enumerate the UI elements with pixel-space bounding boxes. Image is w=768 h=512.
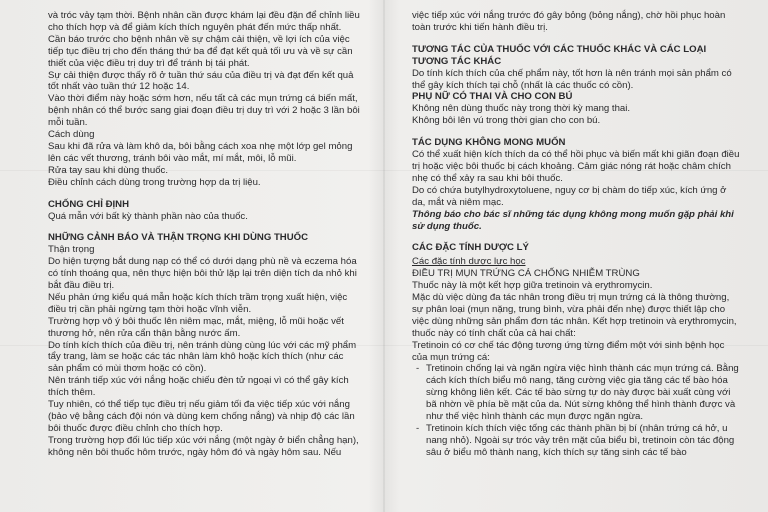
left-column (48, 10, 360, 459)
paragraph: Điều chỉnh cách dùng trong trường hợp da trị liệu. (48, 176, 261, 188)
paragraph: Do có chứa butylhydroxytoluene, nguy cơ bị chàm do tiếp xúc, kích ứng ở da, mắt và niêm mạc. (412, 184, 727, 208)
paragraph: Tuy nhiên, có thể tiếp tục điều trị nếu giảm tối đa việc tiếp xúc với nắng (bảo vệ bằng cách đội nón và dùng kem chống nắng) và nhịp độ các lần bôi thuốc được điều chỉnh cho thích hợp. (48, 399, 355, 434)
pharmacology-heading: CÁC ĐẶC TÍNH DƯỢC LÝ (412, 242, 529, 254)
paragraph: Do hiện tượng bắt dung nạp có thể có dưới dạng phù nề và eczema hóa có tính thoáng qua, nên thực hiện bôi thử lặp lại trên diện tích da nhỏ khi bắt đầu điều trị. (48, 256, 357, 292)
pharmacodynamics-subheading: Các đặc tính dược lực học (412, 256, 526, 268)
paragraph: Nên tránh tiếp xúc với nắng hoặc chiếu đèn tử ngoại vì có thể gây kích thích thêm. (48, 375, 349, 399)
mechanism-list (412, 363, 742, 458)
paragraph: Rửa tay sau khi dùng thuốc. (48, 164, 169, 176)
paragraph: Quá mẫn với bất kỳ thành phần nào của thuốc. (48, 210, 248, 222)
paragraph: Do tính kích thích của chế phẩm này, tốt hơn là nên tránh mọi sản phẩm có thể gây kích thích tại chỗ (nhất là các thuốc có cồn). (412, 67, 732, 91)
list-item: - Tretinoin kích thích việc tống các thành phần bị bí (nhân trứng cá hở, u nang nhỏ). Ngoài sự tróc vảy trên mặt của biểu bì, tretinoin còn tác động sâu ở biểu mô thành nang, kích thích sự tăng sinh các tế bào (426, 423, 742, 459)
list-item: - Tretinoin chống lại và ngăn ngừa việc hình thành các mụn trứng cá. Bằng cách kích thích biểu mô nang, tăng cường việc gia tăng các tế bào hóa sừng không liên kết. Các tế bào sừng tự do này được bài xuất cùng với bã nhờn về phía bề mặt của da. Nút sừng không thể hình thành được và như thế việc hình thành các mụn được ngăn ngừa. (426, 363, 742, 423)
acne-treatment-subheading: ĐIỀU TRỊ MỤN TRỨNG CÁ CHỐNG NHIỄM TRÙNG (412, 268, 640, 280)
pregnancy-heading: PHỤ NỮ CÓ THAI VÀ CHO CON BÚ (412, 91, 573, 103)
warnings-heading: NHỮNG CẢNH BÁO VÀ THẬN TRỌNG KHI DÙNG THUỐC (48, 232, 309, 244)
paragraph: việc tiếp xúc với nắng trước đó gây bỏng (bỏng nắng), chờ hồi phục hoàn toàn trước khi tiến hành điều trị. (412, 10, 726, 33)
precautions-subheading: Thận trọng (48, 244, 95, 256)
paragraph: Nếu phản ứng kiểu quá mẫn hoặc kích thích trầm trọng xuất hiện, việc điều trị cần phải ngừng tạm thời hoặc vĩnh viễn. (48, 291, 348, 315)
side-effects-note: Thông báo cho bác sĩ những tác dụng không mong muốn gặp phải khi sử dụng thuốc. (412, 208, 734, 232)
paragraph: Vào thời điểm này hoặc sớm hơn, nếu tất cả các mụn trứng cá biến mất, bệnh nhân có thể bước sang giai đoạn điều trị duy trì với 2 hoặc 3 lần bôi mỗi tuần. (48, 93, 360, 129)
paragraph: Do tính kích thích của điều trị, nên tránh dùng cùng lúc với các mỹ phẩm tẩy trang, làm se hoặc các tác nhân làm khô hoặc kích thích (như các sản phẩm có mùi thơm hoặc có cồn). (48, 339, 357, 375)
paragraph: Thuốc này là một kết hợp giữa tretinoin và erythromycin. (412, 280, 653, 292)
paragraph: Sự cải thiện được thấy rõ ở tuần thứ sáu của điều trị và đạt đến kết quả tốt nhất vào tuần thứ 12 hoặc 14. (48, 69, 354, 93)
paragraph: Không bôi lên vú trong thời gian cho con bú. (412, 115, 601, 127)
interactions-heading: TƯƠNG TÁC CỦA THUỐC VỚI CÁC THUỐC KHÁC VÀ CÁC LOẠI TƯƠNG TÁC KHÁC (412, 43, 707, 67)
paragraph: Trong trường hợp đối lúc tiếp xúc với nắng (một ngày ở biển chẳng hạn), không nên bôi thuốc hôm trước, ngày hôm đó và ngày hôm sau. Nếu (48, 434, 359, 458)
paragraph: Sau khi đã rửa và làm khô da, bôi bằng cách xoa nhẹ một lớp gel mỏng lên các vết thương, tránh bôi vào mắt, mí mắt, môi, lỗ mũi. (48, 140, 353, 164)
paragraph: và tróc vảy tạm thời. Bệnh nhân cần được khám lại đều đặn để chỉnh liều cho thích hợp và để giảm kích thích nguyên phát đến mức thấp nhất. (48, 10, 360, 33)
paragraph: Không nên dùng thuốc này trong thời kỳ mang thai. (412, 103, 631, 115)
paragraph: Tretinoin có cơ chế tác động tương ứng từng điểm một với sinh bệnh học của mụn trứng cá: (412, 339, 725, 363)
usage-subheading: Cách dùng (48, 129, 95, 141)
paragraph: Trường hợp vô ý bôi thuốc lên niêm mạc, mắt, miệng, lỗ mũi hoặc vết thương hở, nên rửa cẩn thận bằng nước ấm. (48, 315, 344, 339)
paragraph: Mặc dù việc dùng đa tác nhân trong điều trị mụn trứng cá là thông thường, sự phân loại (mụn nặng, trung bình, vừa phải đến nhẹ) được thiết lập cho việc dùng những sản phẩm đơn tác nhân. Kết hợp tretinoin và erythromycin, thuốc này có tính chất của cả hai chất: (412, 292, 737, 339)
paragraph: Có thể xuất hiện kích thích da có thể hồi phục và biến mất khi giãn đoạn điều trị hoặc việc bôi thuốc bị cách khoảng. Cảm giác nóng rát hoặc châm chích nhẹ có thể xảy ra sau khi bôi thuốc. (412, 149, 740, 184)
side-effects-heading: TÁC DỤNG KHÔNG MONG MUỐN (412, 137, 566, 149)
right-column (412, 10, 742, 459)
contraindication-heading: CHỐNG CHỈ ĐỊNH (48, 198, 130, 210)
center-fold (383, 0, 385, 512)
paragraph: Cần báo trước cho bệnh nhân về sự chậm cải thiện, về lợi ích của việc tiếp tục điều trị cho đến tháng thứ ba để đạt kết quả tối ưu và về sự cần thiết của việc điều trị duy trì để tránh bị tái phát. (48, 33, 353, 69)
